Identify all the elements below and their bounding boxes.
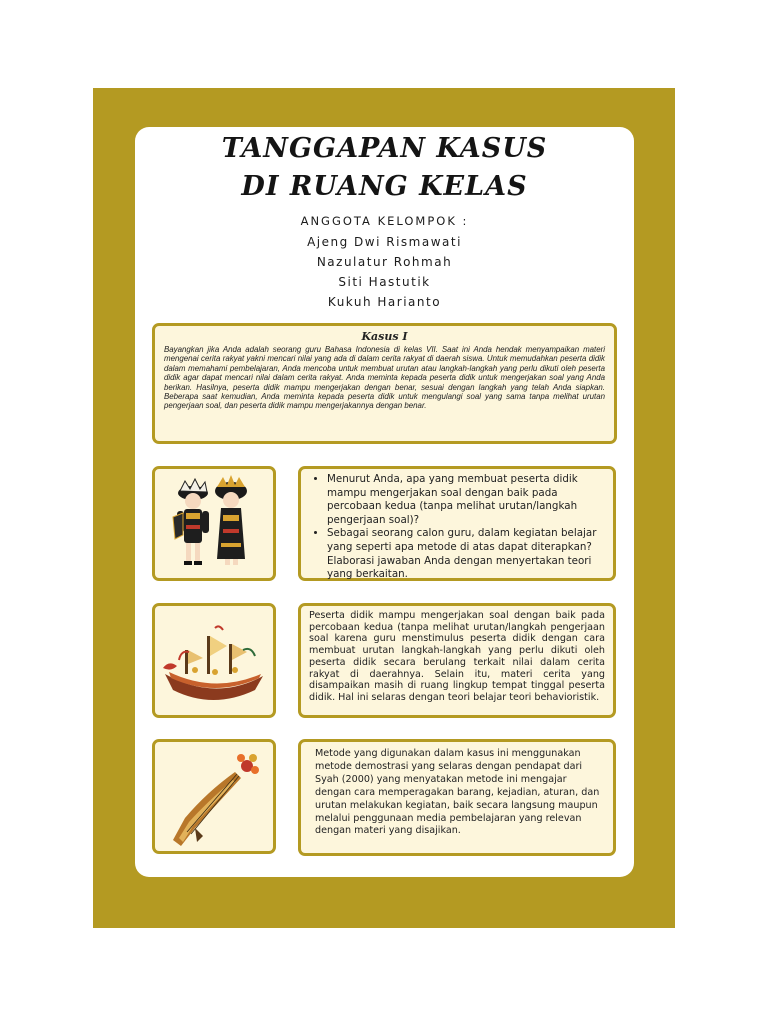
member-name: Ajeng Dwi Rismawati [307, 235, 462, 249]
questions-box [298, 466, 616, 581]
member-name: Kukuh Harianto [327, 295, 442, 309]
answer-text-1: Peserta didik mampu mengerjakan soal dengan baik pada percobaan kedua (tanpa melihat urutan/langkah pengerjaan soal karena guru menstimulus peserta didik dengan cara membuat urutan langkah-langkah yang perlu dikuti oleh peserta didik secara berulang terkait nilai dalam cerita rakyat di daerahnya. Selain itu, materi cerita yang disampaikan masih di ruang lingkup tempat tinggal peserta didik. Hal ini selaras dengan teori belajar teori behavioristik. [309, 610, 605, 703]
case-text: Bayangkan jika Anda adalah seorang guru Bahasa Indonesia di kelas VII. Saat ini Anda hendak menyampaikan materi mengenai cerita rakyat yakni mencari nilai yang ada di dalam cerita rakyat di daerah siswa. Untuk memudahkan peserta didik dalam memahami pembelajaran, Anda mencoba untuk membuat urutan atau langkah-langkah yang perlu dikuti oleh peserta didik agar dapat mencari nilai dalam cerita rakyat. Anda meminta kepada peserta didik untuk mengerjakan soal yang Anda berikan. Hasilnya, peserta didik mampu mengerjakan dengan benar, sesuai dengan langkah yang telah Anda siapkan. Beberapa saat kemudian, Anda meminta kepada peserta didik untuk mengulangi soal yang sama tanpa melihat urutan pengerjaan soal, dan peserta didik mampu mengerjakannya dengan benar. [164, 345, 605, 411]
case-title: Kasus I [361, 330, 408, 343]
members-block [135, 210, 634, 312]
image-box-2 [152, 603, 276, 718]
question-item: • Sebagai seorang calon guru, dalam kegiatan belajar yang seperti apa metode di atas dapat diterapkan? Elaborasi jawaban Anda dengan menyertakan teori yang berkaitan. [327, 527, 603, 581]
title-line-1: TANGGAPAN KASUS [221, 133, 548, 164]
image-box-1 [152, 466, 276, 581]
member-name: Siti Hastutik [338, 275, 431, 289]
answer-box-2 [298, 739, 616, 856]
title-line-2: DI RUANG KELAS [241, 171, 528, 202]
case-box [152, 323, 617, 444]
questions-list [309, 473, 603, 582]
sape-instrument-illustration [155, 742, 273, 851]
traditional-couple-illustration [155, 469, 273, 578]
image-box-3 [152, 739, 276, 854]
members-heading: ANGGOTA KELOMPOK : [300, 214, 469, 228]
answer-text-2: Metode yang digunakan dalam kasus ini menggunakan metode demostrasi yang selaras dengan pendapat dari Syah (2000) yang menyatakan metode ini mengajar dengan cara memperagakan barang, kejadian, aturan, dan urutan melakukan kegiatan, baik secara langsung maupun melalui penggunaan media pembelajaran yang relevan dengan materi yang disajikan. [315, 748, 600, 837]
traditional-boat-illustration [155, 606, 273, 715]
member-name: Nazulatur Rohmah [316, 255, 453, 269]
question-item: • Menurut Anda, apa yang membuat peserta didik mampu mengerjakan soal dengan baik pada percobaan kedua (tanpa melihat urutan/langkah pengerjaan soal)? [327, 473, 603, 527]
answer-box-1 [298, 603, 616, 718]
